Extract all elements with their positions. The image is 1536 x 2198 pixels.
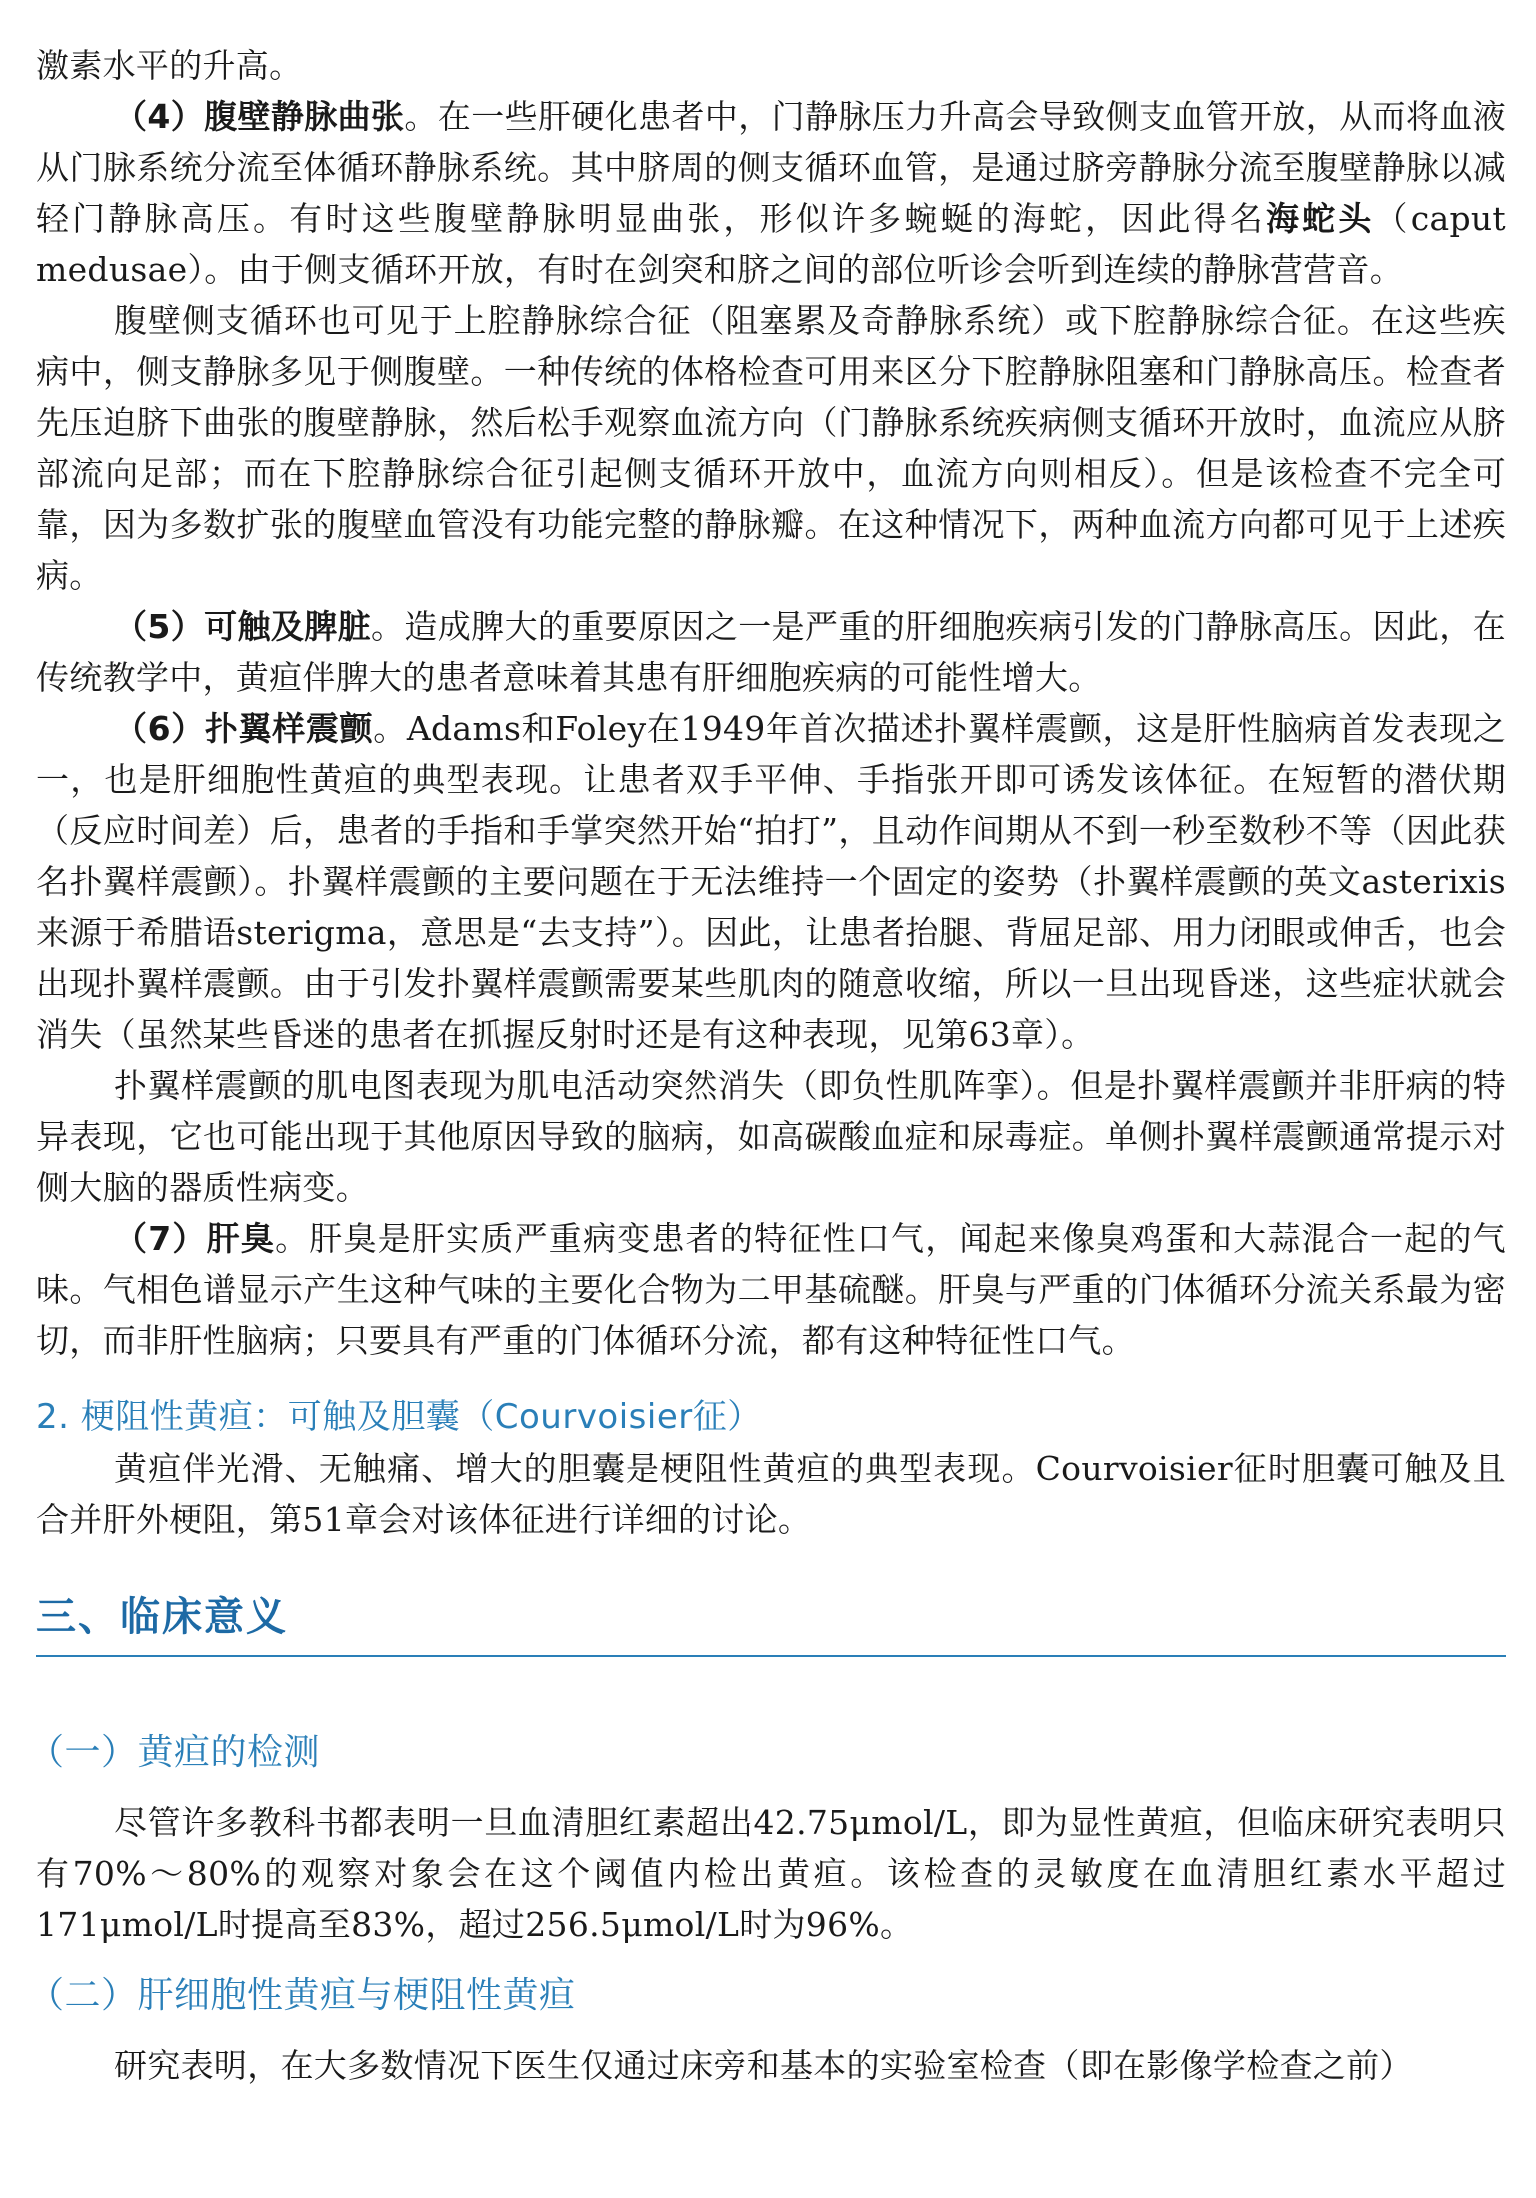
paragraph-research-bedside: 研究表明，在大多数情况下医生仅通过床旁和基本的实验室检查（即在影像学检查之前） [114,2046,1413,2085]
paragraph-continuation: 激素水平的升高。 [36,46,303,85]
paragraph-text: 。造成脾大的重要原因之一是严重的肝细胞疾病引发的门静脉高压。因此，在传统教学中，黄疸伴脾大的患者意味着其患有肝细胞疾病的可能性增大。 [36,607,1506,697]
subheading-hepatocellular-vs-obstructive: （二）肝细胞性黄疸与梗阻性黄疸 [28,1975,576,2016]
paragraph-courvoisier: 黄疸伴光滑、无触痛、增大的胆囊是梗阻性黄疸的典型表现。Courvoisier征时胆囊可触及且合并肝外梗阻，第51章会对该体征进行详细的讨论。 [36,1449,1506,1539]
document-page [28,40,1506,2091]
paragraph-palpable-spleen [36,601,1506,703]
paragraph-fetor-hepaticus [36,1213,1506,1366]
item-heading-abdominal-veins: （4）腹壁静脉曲张 [114,97,405,136]
item-heading-palpable-spleen: （5）可触及脾脏 [114,607,372,646]
paragraph-text: 。Adams和Foley在1949年首次描述扑翼样震颤，这是肝性脑病首发表现之一，也是肝细胞性黄疸的典型表现。让患者双手平伸、手指张开即可诱发该体征。在短暂的潜伏期（反应时间差）后，患者的手指和手掌突然开始“拍打”，且动作间期从不到一秒至数秒不等（因此获名扑翼样震颤）。扑翼样震颤的主要问题在于无法维持一个固定的姿势（扑翼样震颤的英文asterixis来源于希腊语sterigma，意思是“去支持”）。因此，让患者抬腿、背屈足部、用力闭眼或伸舌，也会出现扑翼样震颤。由于引发扑翼样震颤需要某些肌肉的随意收缩，所以一旦出现昏迷，这些症状就会消失（虽然某些昏迷的患者在抓握反射时还是有这种表现，见第63章）。 [36,709,1506,1054]
paragraph-abdominal-veins [36,91,1506,295]
paragraph-text: 。在一些肝硬化患者中，门静脉压力升高会导致侧支血管开放，从而将血液从门脉系统分流至体循环静脉系统。其中脐周的侧支循环血管，是通过脐旁静脉分流至腹壁静脉以减轻门静脉高压。有时这些腹壁静脉明显曲张，形似许多蜿蜒的海蛇，因此得名 [36,97,1506,238]
heading-courvoisier-sign: 2. 梗阻性黄疸：可触及胆囊（Courvoisier征） [36,1397,762,1437]
paragraph-collateral-circulation: 腹壁侧支循环也可见于上腔静脉综合征（阻塞累及奇静脉系统）或下腔静脉综合征。在这些疾病中，侧支静脉多见于侧腹壁。一种传统的体格检查可用来区分下腔静脉阻塞和门静脉高压。检查者先压迫脐下曲张的腹壁静脉，然后松手观察血流方向（门静脉系统疾病侧支循环开放时，血流应从脐部流向足部；而在下腔静脉综合征引起侧支循环开放中，血流方向则相反）。但是该检查不完全可靠，因为多数扩张的腹壁血管没有功能完整的静脉瓣。在这种情况下，两种血流方向都可见于上述疾病。 [36,301,1506,595]
paragraph-text: 。肝臭是肝实质严重病变患者的特征性口气，闻起来像臭鸡蛋和大蒜混合一起的气味。气相色谱显示产生这种气味的主要化合物为二甲基硫醚。肝臭与严重的门体循环分流关系最为密切，而非肝性脑病；只要具有严重的门体循环分流，都有这种特征性口气。 [36,1219,1506,1360]
item-heading-fetor-hepaticus: （7）肝臭 [114,1219,276,1258]
item-heading-asterixis: （6）扑翼样震颤 [114,709,374,748]
paragraph-asterixis [36,703,1506,1060]
subheading-jaundice-detection: （一）黄疸的检测 [28,1732,321,1773]
term-caput-medusae: 海蛇头 [1265,199,1375,238]
paragraph-asterixis-emg: 扑翼样震颤的肌电图表现为肌电活动突然消失（即负性肌阵挛）。但是扑翼样震颤并非肝病的特异表现，它也可能出现于其他原因导致的脑病，如高碳酸血症和尿毒症。单侧扑翼样震颤通常提示对侧大脑的器质性病变。 [36,1066,1506,1207]
paragraph-jaundice-detection: 尽管许多教科书都表明一旦血清胆红素超出42.75μmol/L，即为显性黄疸，但临床研究表明只有70%～80%的观察对象会在这个阈值内检出黄疸。该检查的灵敏度在血清胆红素水平超过171μmol/L时提高至83%，超过256.5μmol/L时为96%。 [36,1803,1506,1944]
section-heading-clinical-significance: 三、临床意义 [36,1589,1506,1657]
paragraph-text: （caput medusae）。由于侧支循环开放，有时在剑突和脐之间的部位听诊会听到连续的静脉营营音。 [36,199,1506,289]
